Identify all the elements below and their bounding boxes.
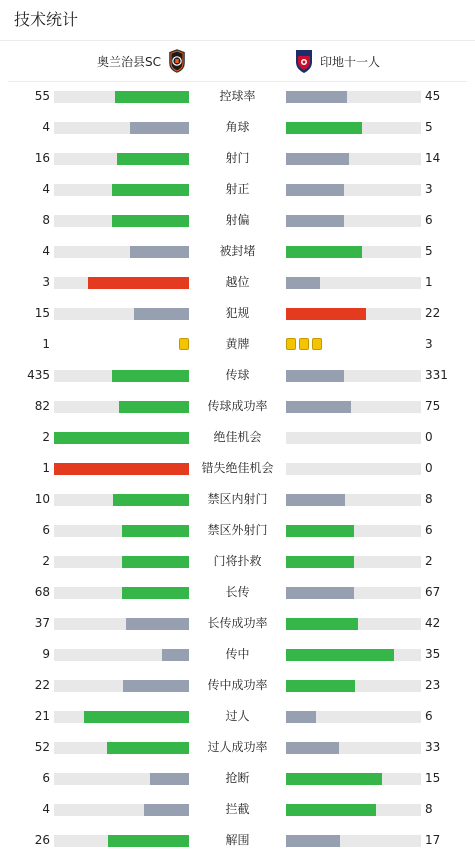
stat-label: 传中 <box>225 647 250 661</box>
away-stat-bar-track <box>286 308 421 320</box>
home-stat-value: 6 <box>42 523 50 537</box>
yellow-card-icon <box>299 338 309 350</box>
away-stat-bar-fill <box>286 122 362 134</box>
away-stat-bar-track <box>286 184 421 196</box>
stat-label: 过人成功率 <box>207 740 268 754</box>
stat-row <box>0 267 475 298</box>
home-stat-bar-fill <box>134 308 189 320</box>
home-stat-value: 1 <box>42 461 50 475</box>
home-stat-value: 4 <box>42 244 50 258</box>
stat-label: 绝佳机会 <box>213 430 262 444</box>
stat-row <box>0 546 475 577</box>
home-stat-bar-track <box>54 680 189 692</box>
stat-label: 黄牌 <box>225 337 250 351</box>
stats-list <box>0 81 475 856</box>
away-stat-value: 33 <box>425 740 441 754</box>
home-stat-bar-fill <box>126 618 189 630</box>
away-stat-bar-fill <box>286 494 345 506</box>
orange-county-sc-crest-icon <box>167 48 187 74</box>
away-stat-bar-track <box>286 91 421 103</box>
stat-label: 控球率 <box>219 89 256 103</box>
away-stat-bar-fill <box>286 401 351 413</box>
away-stat-bar-fill <box>286 804 376 816</box>
away-stat-bar-track <box>286 711 421 723</box>
stat-row <box>0 763 475 794</box>
home-stat-bar-fill <box>115 91 189 103</box>
home-stat-bar-track <box>54 246 189 258</box>
home-stat-bar-track <box>54 742 189 754</box>
home-stat-value: 2 <box>42 554 50 568</box>
away-stat-bar-track <box>286 494 421 506</box>
away-stat-bar-fill <box>286 835 340 847</box>
stat-label: 角球 <box>225 120 250 134</box>
stat-row <box>0 298 475 329</box>
stat-label: 门将扑救 <box>213 554 262 568</box>
home-stat-bar-fill <box>162 649 189 661</box>
away-stat-value: 15 <box>425 771 441 785</box>
away-stat-value: 42 <box>425 616 441 630</box>
away-stat-bar-fill <box>286 680 355 692</box>
home-stat-value: 4 <box>42 802 50 816</box>
away-stat-value: 45 <box>425 89 441 103</box>
home-stat-bar-fill <box>130 246 189 258</box>
away-stat-bar-track <box>286 246 421 258</box>
away-team[interactable] <box>294 41 380 81</box>
away-stat-bar-track <box>286 463 421 475</box>
stat-label: 传球成功率 <box>207 399 268 413</box>
stat-label: 解围 <box>225 833 250 847</box>
away-stat-value: 5 <box>425 244 433 258</box>
home-stat-bar-fill <box>54 463 189 475</box>
home-stat-bar-track <box>54 91 189 103</box>
away-stat-bar-track <box>286 370 421 382</box>
away-stat-value: 75 <box>425 399 441 413</box>
stat-label: 抢断 <box>225 771 250 785</box>
away-stat-bar-fill <box>286 277 320 289</box>
home-stat-bar-fill <box>144 804 189 816</box>
away-stat-bar-fill <box>286 370 344 382</box>
home-stat-bar-track <box>54 432 189 444</box>
away-stat-bar-track <box>286 804 421 816</box>
section-title: 技术统计 <box>14 10 79 29</box>
home-yellow-cards <box>179 338 189 351</box>
team-header <box>8 41 467 82</box>
home-stat-value: 68 <box>34 585 50 599</box>
stat-row <box>0 112 475 143</box>
away-stat-bar-track <box>286 680 421 692</box>
home-stat-bar-track <box>54 773 189 785</box>
away-stat-value: 1 <box>425 275 433 289</box>
home-stat-bar-track <box>54 184 189 196</box>
yellow-card-icon <box>286 338 296 350</box>
away-stat-value: 2 <box>425 554 433 568</box>
home-team-name: 奥兰治县SC <box>97 54 161 69</box>
away-stat-value: 22 <box>425 306 441 320</box>
away-stat-bar-fill <box>286 649 394 661</box>
away-stat-bar-fill <box>286 711 316 723</box>
home-stat-bar-track <box>54 587 189 599</box>
home-stat-value: 37 <box>34 616 50 630</box>
home-stat-bar-fill <box>112 184 189 196</box>
home-stat-bar-track <box>54 463 189 475</box>
away-stat-bar-track <box>286 649 421 661</box>
yellow-card-icon <box>312 338 322 350</box>
stat-label: 拦截 <box>225 802 250 816</box>
stat-row <box>0 701 475 732</box>
home-stat-value: 2 <box>42 430 50 444</box>
home-stat-bar-fill <box>108 835 189 847</box>
away-stat-bar-fill <box>286 308 366 320</box>
home-stat-bar-fill <box>112 215 189 227</box>
home-stat-bar-track <box>54 215 189 227</box>
away-stat-bar-fill <box>286 587 354 599</box>
away-stat-value: 6 <box>425 523 433 537</box>
home-stat-bar-fill <box>54 432 189 444</box>
away-stat-value: 67 <box>425 585 441 599</box>
stat-row <box>0 174 475 205</box>
stat-label: 被封堵 <box>219 244 256 258</box>
home-stat-bar-track <box>54 153 189 165</box>
away-stat-value: 5 <box>425 120 433 134</box>
away-stat-bar-fill <box>286 742 339 754</box>
home-stat-bar-fill <box>123 680 189 692</box>
home-stat-bar-fill <box>117 153 189 165</box>
home-stat-value: 16 <box>34 151 50 165</box>
away-stat-bar-fill <box>286 184 344 196</box>
stat-row <box>0 81 475 112</box>
home-stat-value: 4 <box>42 120 50 134</box>
home-stat-bar-track <box>54 122 189 134</box>
stat-row <box>0 205 475 236</box>
stat-row <box>0 577 475 608</box>
away-yellow-cards <box>286 338 322 351</box>
home-stat-bar-fill <box>119 401 189 413</box>
stat-row <box>0 732 475 763</box>
home-stat-bar-track <box>54 804 189 816</box>
away-stat-bar-track <box>286 153 421 165</box>
home-stat-bar-fill <box>107 742 189 754</box>
away-stat-bar-track <box>286 556 421 568</box>
away-stat-bar-track <box>286 773 421 785</box>
stat-row <box>0 484 475 515</box>
stat-label: 射正 <box>225 182 250 196</box>
away-stat-value: 8 <box>425 492 433 506</box>
home-stat-bar-track <box>54 370 189 382</box>
home-stat-bar-track <box>54 618 189 630</box>
home-stat-value: 1 <box>42 337 50 351</box>
stat-row <box>0 143 475 174</box>
indy-eleven-crest-icon <box>294 48 314 74</box>
home-stat-bar-track <box>54 649 189 661</box>
home-stat-value: 10 <box>34 492 50 506</box>
home-team[interactable] <box>97 41 187 81</box>
away-stat-bar-track <box>286 525 421 537</box>
away-stat-value: 3 <box>425 182 433 196</box>
stat-label: 长传成功率 <box>207 616 268 630</box>
away-stat-value: 331 <box>425 368 448 382</box>
away-stat-bar-track <box>286 432 421 444</box>
home-stat-value: 3 <box>42 275 50 289</box>
stat-row <box>0 236 475 267</box>
home-stat-value: 82 <box>34 399 50 413</box>
away-stat-value: 0 <box>425 430 433 444</box>
away-stat-bar-fill <box>286 556 354 568</box>
away-stat-bar-track <box>286 587 421 599</box>
home-stat-bar-fill <box>122 587 190 599</box>
home-stat-value: 52 <box>34 740 50 754</box>
away-stat-value: 6 <box>425 213 433 227</box>
stat-row <box>0 639 475 670</box>
stat-label: 传中成功率 <box>207 678 268 692</box>
home-stat-bar-track <box>54 835 189 847</box>
stat-label: 禁区内射门 <box>207 492 268 506</box>
home-stat-value: 435 <box>27 368 50 382</box>
home-stat-value: 15 <box>34 306 50 320</box>
stat-row <box>0 360 475 391</box>
home-stat-bar-track <box>54 525 189 537</box>
away-stat-value: 35 <box>425 647 441 661</box>
away-stat-bar-track <box>286 618 421 630</box>
home-stat-bar-fill <box>150 773 189 785</box>
home-stat-bar-fill <box>130 122 189 134</box>
away-stat-bar-fill <box>286 215 344 227</box>
yellow-card-icon <box>179 338 189 350</box>
stat-label: 越位 <box>225 275 250 289</box>
away-team-name: 印地十一人 <box>320 54 381 69</box>
away-stat-bar-fill <box>286 618 358 630</box>
away-stat-bar-track <box>286 277 421 289</box>
stat-label: 过人 <box>225 709 250 723</box>
away-stat-bar-track <box>286 742 421 754</box>
away-stat-value: 8 <box>425 802 433 816</box>
stat-label: 错失绝佳机会 <box>201 461 274 475</box>
home-stat-value: 6 <box>42 771 50 785</box>
home-stat-bar-fill <box>113 494 189 506</box>
stat-row <box>0 608 475 639</box>
home-stat-bar-track <box>54 277 189 289</box>
stat-row <box>0 422 475 453</box>
away-stat-value: 17 <box>425 833 441 847</box>
away-stat-value: 3 <box>425 337 433 351</box>
away-stat-value: 6 <box>425 709 433 723</box>
stat-label: 传球 <box>225 368 250 382</box>
home-stat-value: 8 <box>42 213 50 227</box>
home-stat-value: 55 <box>34 89 50 103</box>
stat-label: 射门 <box>225 151 250 165</box>
home-stat-bar-fill <box>122 556 190 568</box>
away-stat-bar-fill <box>286 246 362 258</box>
away-stat-bar-track <box>286 122 421 134</box>
home-stat-value: 9 <box>42 647 50 661</box>
stat-row <box>0 794 475 825</box>
stat-row <box>0 670 475 701</box>
stat-row <box>0 391 475 422</box>
home-stat-bar-fill <box>84 711 189 723</box>
home-stat-bar-track <box>54 711 189 723</box>
away-stat-bar-fill <box>286 525 354 537</box>
home-stat-bar-track <box>54 401 189 413</box>
home-stat-bar-track <box>54 556 189 568</box>
stat-label: 射偏 <box>225 213 250 227</box>
home-stat-bar-fill <box>112 370 189 382</box>
away-stat-bar-track <box>286 401 421 413</box>
home-stat-value: 21 <box>34 709 50 723</box>
away-stat-bar-fill <box>286 153 349 165</box>
stat-label: 长传 <box>225 585 250 599</box>
home-stat-bar-track <box>54 308 189 320</box>
away-stat-value: 14 <box>425 151 441 165</box>
home-stat-bar-fill <box>122 525 190 537</box>
stat-label: 禁区外射门 <box>207 523 268 537</box>
away-stat-value: 23 <box>425 678 441 692</box>
stat-row <box>0 453 475 484</box>
away-stat-bar-track <box>286 835 421 847</box>
home-stat-value: 26 <box>34 833 50 847</box>
away-stat-bar-track <box>286 215 421 227</box>
home-stat-bar-fill <box>88 277 189 289</box>
away-stat-value: 0 <box>425 461 433 475</box>
stat-row <box>0 825 475 856</box>
away-stat-bar-fill <box>286 773 382 785</box>
home-stat-value: 4 <box>42 182 50 196</box>
home-stat-value: 22 <box>34 678 50 692</box>
home-stat-bar-track <box>54 494 189 506</box>
stat-row <box>0 515 475 546</box>
stat-label: 犯规 <box>225 306 250 320</box>
away-stat-bar-fill <box>286 91 347 103</box>
stat-row <box>0 329 475 360</box>
